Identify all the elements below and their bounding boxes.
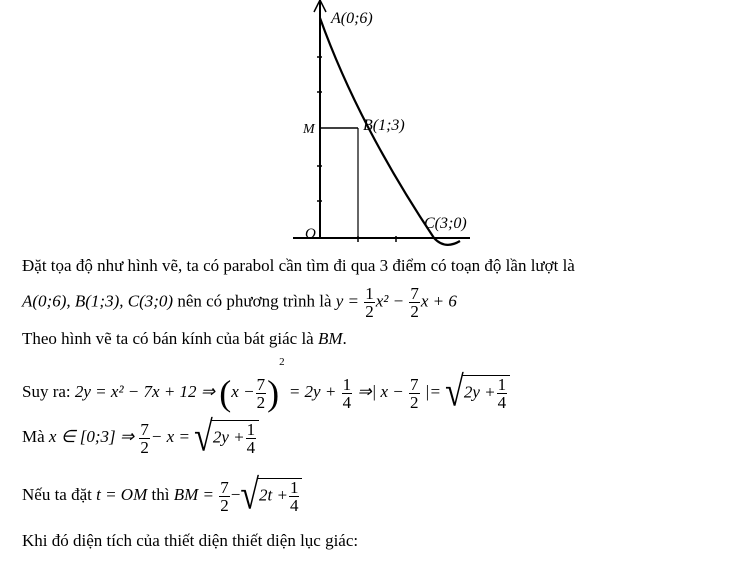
text-line-1: Đặt tọa độ như hình vẽ, ta có parabol cần tìm đi qua 3 điểm có toạn độ lần lượt là [22, 256, 575, 275]
text-line-7: Khi đó diện tích của thiết diện thiết diện lục giác: [22, 531, 359, 550]
text-line-5: Mà x ∈ [0;3] ⇒ $\frac{7}{2}$ − x = √2y + $\frac{1}{4}$ [22, 420, 259, 456]
text-line-4: Suy ra: 2y = x² − 7x + 12 ⇒ (x − $\frac{7}{2}$ )$^2$ = 2y + $\frac{1}{4}$ ⇒| x − $\frac{7}{2}$ |= √2y + $\frac{1}{4}$ [22, 356, 510, 411]
label-m: M [303, 122, 315, 137]
text-line-3: Theo hình vẽ ta có bán kính của bát giác là BM. [22, 329, 347, 348]
label-a: A(0;6) [331, 10, 373, 27]
label-c: C(3;0) [424, 215, 467, 232]
parabola-figure [0, 0, 752, 250]
text-line-2: A(0;6), B(1;3), C(3;0) nên có phương trình là y = $\frac{1}{2}$ x² − $\frac{7}{2}$ x + 6 [22, 284, 457, 321]
text-line-6: Nếu ta đặt t = OM thì BM = $\frac{7}{2}$ −√2t + $\frac{1}{4}$ [22, 478, 302, 514]
label-b: B(1;3) [363, 117, 405, 134]
fraction-1-2: $\frac{1}{2}$ [365, 284, 374, 321]
label-o: O [305, 226, 316, 242]
fraction-7-2: $\frac{7}{2}$ [410, 284, 419, 321]
